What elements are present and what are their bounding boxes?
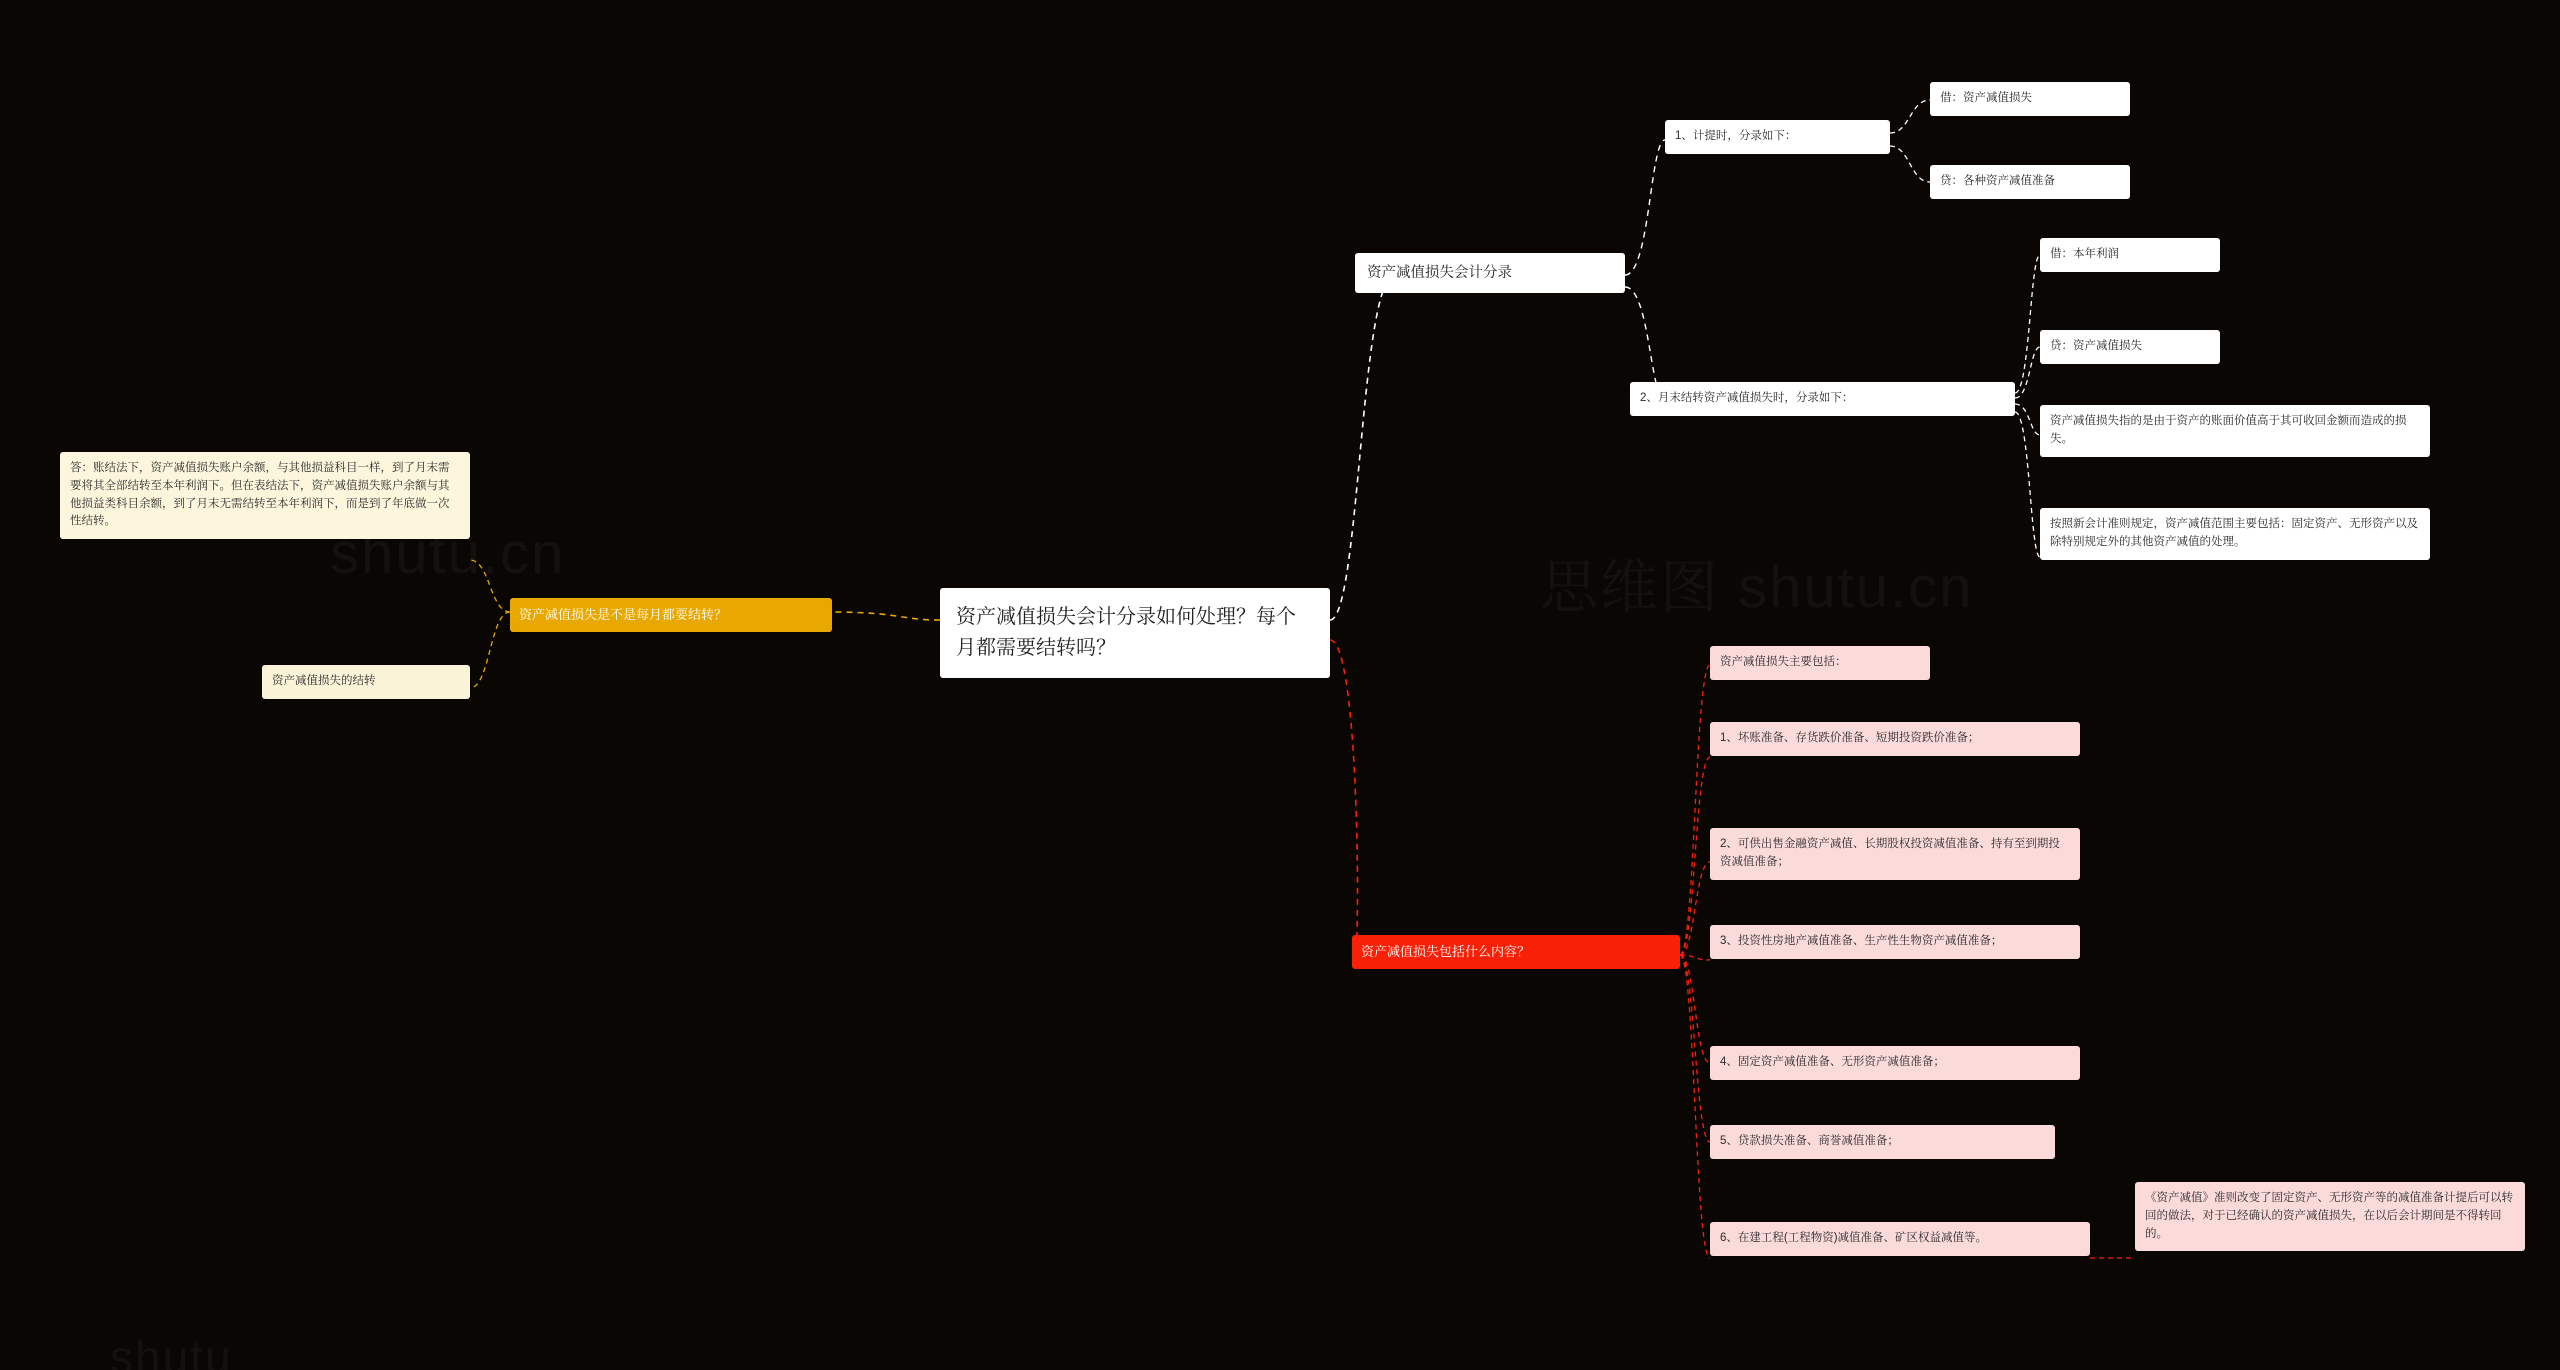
leaf-entry-2-note-1[interactable]: 资产减值损失指的是由于资产的账面价值高于其可收回金额而造成的损失。	[2040, 405, 2430, 457]
leaf-entry-1-credit[interactable]: 贷：各种资产减值准备	[1930, 165, 2130, 199]
leaf-entry-2-debit[interactable]: 借：本年利润	[2040, 238, 2220, 272]
leaf-answer-settle[interactable]: 答：账结法下，资产减值损失账户余额，与其他损益科目一样，到了月末需要将其全部结转至本年利润下。但在表结法下，资产减值损失账户余额与其他损益类科目余额，到了月末无需结转至本年利润下，而是到了年底做一次性结转。	[60, 452, 470, 539]
watermark-2	[1540, 540, 1973, 624]
leaf-content-0[interactable]: 资产减值损失主要包括：	[1710, 646, 1930, 680]
leaf-content-5[interactable]: 5、贷款损失准备、商誉减值准备；	[1710, 1125, 2055, 1159]
leaf-content-2[interactable]: 2、可供出售金融资产减值、长期股权投资减值准备、持有至到期投资减值准备；	[1710, 828, 2080, 880]
leaf-content-6-note[interactable]: 《资产减值》准则改变了固定资产、无形资产等的减值准备计提后可以转回的做法，对于已经确认的资产减值损失，在以后会计期间是不得转回的。	[2135, 1182, 2525, 1251]
leaf-content-6[interactable]: 6、在建工程(工程物资)减值准备、矿区权益减值等。	[1710, 1222, 2090, 1256]
leaf-entry-2[interactable]: 2、月末结转资产减值损失时，分录如下：	[1630, 382, 2015, 416]
branch-accounting-entries[interactable]: 资产减值损失会计分录	[1355, 253, 1625, 293]
leaf-entry-1[interactable]: 1、计提时，分录如下：	[1665, 120, 1890, 154]
branch-settle[interactable]: 资产减值损失是不是每月都要结转？	[510, 598, 832, 632]
leaf-settle-title[interactable]: 资产减值损失的结转	[262, 665, 470, 699]
watermark-3	[110, 1330, 233, 1370]
leaf-entry-2-credit[interactable]: 贷：资产减值损失	[2040, 330, 2220, 364]
leaf-content-1[interactable]: 1、坏账准备、存货跌价准备、短期投资跌价准备；	[1710, 722, 2080, 756]
leaf-content-4[interactable]: 4、固定资产减值准备、无形资产减值准备；	[1710, 1046, 2080, 1080]
leaf-content-3[interactable]: 3、投资性房地产减值准备、生产性生物资产减值准备；	[1710, 925, 2080, 959]
leaf-entry-2-note-2[interactable]: 按照新会计准则规定，资产减值范围主要包括：固定资产、无形资产以及除特别规定外的其他资产减值的处理。	[2040, 508, 2430, 560]
root-node[interactable]: 资产减值损失会计分录如何处理？每个月都需要结转吗？	[940, 588, 1330, 678]
branch-impairment-content[interactable]: 资产减值损失包括什么内容？	[1352, 935, 1680, 969]
leaf-entry-1-debit[interactable]: 借：资产减值损失	[1930, 82, 2130, 116]
